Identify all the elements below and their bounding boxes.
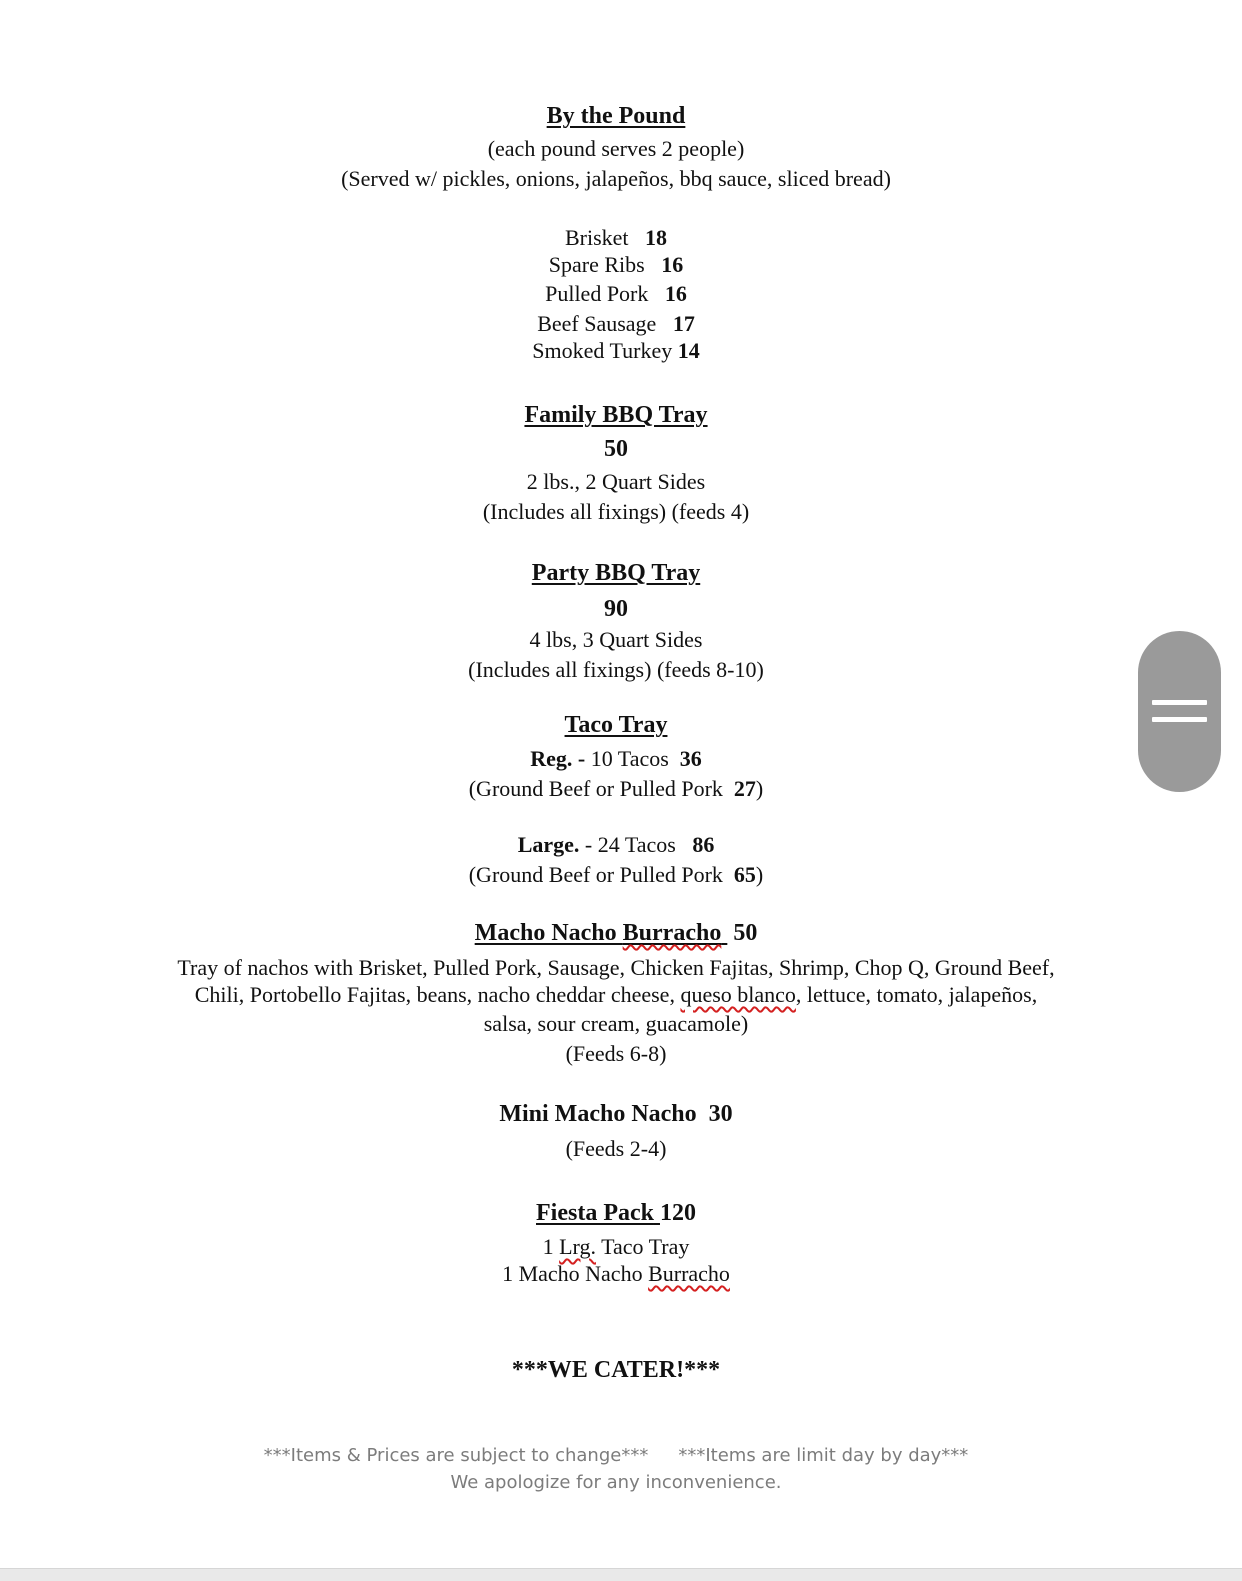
macho-price: 50 xyxy=(733,920,758,946)
party-tray-price: 90 xyxy=(604,596,628,622)
item-price: 14 xyxy=(677,338,700,363)
regular-alt-text: (Ground Beef or Pulled Pork xyxy=(468,776,723,801)
price-change-notice: ***Items & Prices are subject to change*** xyxy=(263,1445,649,1466)
macho-nacho-heading xyxy=(0,918,1232,948)
scroll-handle[interactable] xyxy=(1138,631,1221,792)
mini-macho-price: 30 xyxy=(708,1101,733,1127)
item-price: 18 xyxy=(645,225,668,250)
regular-price: 36 xyxy=(679,746,702,771)
spellcheck-underline: queso blanco xyxy=(680,982,796,1007)
family-tray-desc: 2 lbs., 2 Quart Sides xyxy=(526,469,706,494)
item-name: Brisket xyxy=(564,225,629,250)
macho-title: Macho Nacho Burracho xyxy=(474,920,722,946)
mini-macho-title: Mini Macho Nacho xyxy=(499,1101,697,1127)
taco-tray-regular-alt xyxy=(0,775,1232,803)
macho-desc-line2: Chili, Portobello Fajitas, beans, nacho cheddar cheese, queso blanco, lettuce, tomato, jalapeños, xyxy=(194,982,1038,1007)
page-bottom-edge xyxy=(0,1568,1242,1581)
fiesta-line2: 1 Macho Nacho Burracho xyxy=(502,1261,730,1286)
party-tray-note: (Includes all fixings) (feeds 8-10) xyxy=(468,657,764,682)
taco-tray-heading: Taco Tray xyxy=(564,712,668,738)
item-price: 17 xyxy=(672,311,695,336)
large-label: Large. xyxy=(517,832,580,857)
item-price: 16 xyxy=(661,252,684,277)
by-the-pound-served-with: (Served w/ pickles, onions, jalapeños, bbq sauce, sliced bread) xyxy=(341,166,891,191)
family-tray-heading: Family BBQ Tray xyxy=(524,402,708,428)
item-name: Smoked Turkey xyxy=(532,338,673,363)
fiesta-title: Fiesta Pack xyxy=(536,1200,654,1226)
regular-label: Reg. - xyxy=(530,746,586,771)
by-the-pound-serves: (each pound serves 2 people) xyxy=(487,136,745,161)
menu-item xyxy=(0,251,1232,279)
large-alt-text: (Ground Beef or Pulled Pork xyxy=(468,862,723,887)
macho-desc-line1: Tray of nachos with Brisket, Pulled Pork, Sausage, Chicken Fajitas, Shrimp, Chop Q, Ground Beef, xyxy=(177,955,1055,980)
party-tray-desc: 4 lbs, 3 Quart Sides xyxy=(529,627,703,652)
handle-grip-icon xyxy=(1152,717,1207,722)
close-paren: ) xyxy=(755,776,764,801)
item-name: Pulled Pork xyxy=(545,281,649,306)
mini-macho-heading xyxy=(0,1099,1232,1129)
fiesta-pack-heading xyxy=(0,1198,1232,1228)
apology-notice: We apologize for any inconvenience. xyxy=(450,1472,782,1493)
macho-feeds: (Feeds 6-8) xyxy=(565,1041,667,1066)
large-desc: - 24 Tacos xyxy=(584,832,676,857)
menu-item xyxy=(0,224,1232,252)
fiesta-price: 120 xyxy=(659,1200,696,1226)
large-alt-price: 65 xyxy=(733,862,756,887)
macho-desc-line3: salsa, sour cream, guacamole) xyxy=(483,1011,749,1036)
menu-item xyxy=(0,310,1232,338)
footer-notices xyxy=(0,1443,1232,1469)
fiesta-line1: 1 Lrg. Taco Tray xyxy=(542,1234,690,1259)
spellcheck-underline: Burracho xyxy=(622,920,722,946)
family-tray-note: (Includes all fixings) (feeds 4) xyxy=(482,499,750,524)
handle-grip-icon xyxy=(1152,700,1207,705)
daily-limit-notice: ***Items are limit day by day*** xyxy=(678,1445,969,1466)
item-name: Beef Sausage xyxy=(537,311,657,336)
spellcheck-underline: Burracho xyxy=(648,1261,730,1286)
we-cater-banner: ***WE CATER!*** xyxy=(511,1357,721,1383)
spellcheck-underline: Lrg. xyxy=(559,1234,596,1259)
regular-desc: 10 Tacos xyxy=(590,746,669,771)
taco-tray-regular xyxy=(0,745,1232,773)
item-name: Spare Ribs xyxy=(548,252,645,277)
mini-macho-feeds: (Feeds 2-4) xyxy=(565,1136,667,1161)
family-tray-price: 50 xyxy=(604,436,628,462)
taco-tray-large-alt xyxy=(0,861,1232,889)
party-tray-heading: Party BBQ Tray xyxy=(531,560,701,586)
menu-item xyxy=(0,337,1232,365)
taco-tray-large xyxy=(0,831,1232,859)
by-the-pound-heading: By the Pound xyxy=(546,103,686,129)
regular-alt-price: 27 xyxy=(733,776,756,801)
large-price: 86 xyxy=(692,832,715,857)
item-price: 16 xyxy=(664,281,687,306)
menu-item xyxy=(0,280,1232,308)
close-paren: ) xyxy=(755,862,764,887)
